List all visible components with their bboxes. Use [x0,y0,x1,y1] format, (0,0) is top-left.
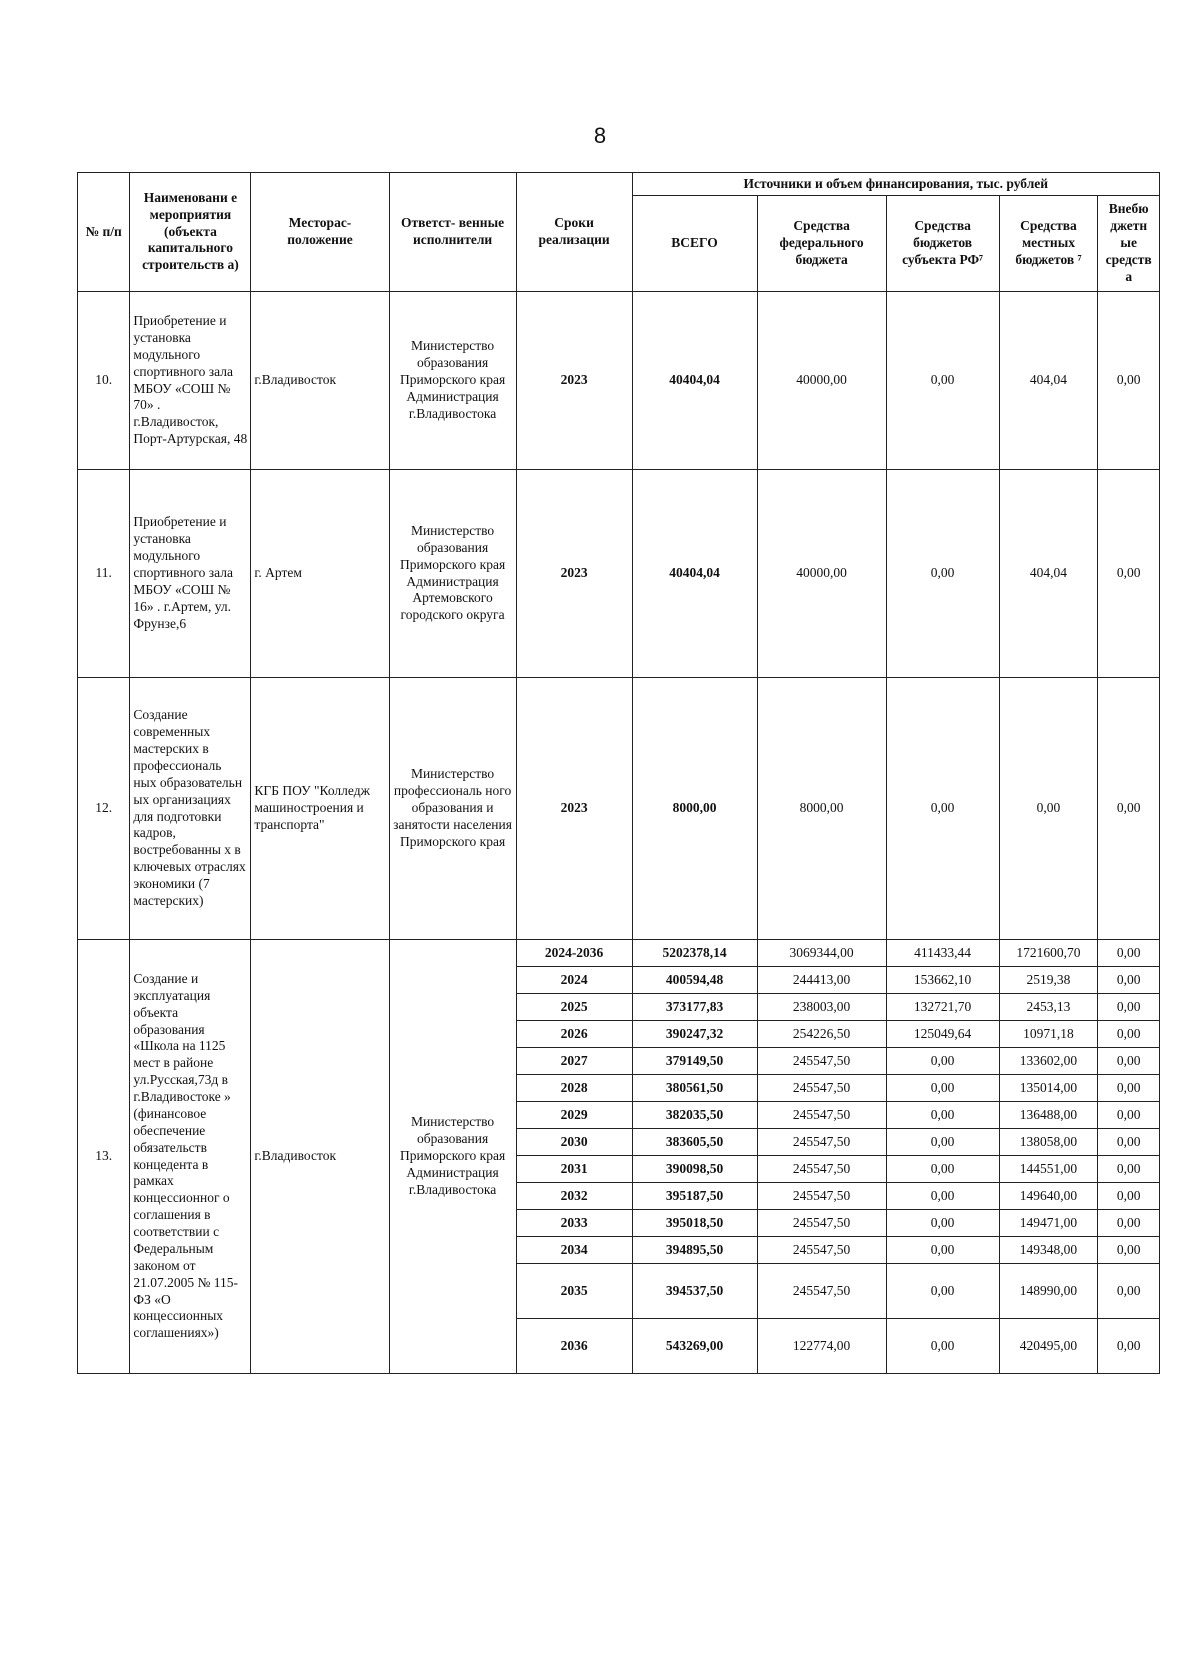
row-executors: Министерство образования Приморского края Администрация Артемовского городского округа [389,470,516,678]
year-total: 400594,48 [632,967,757,994]
year-regional: 0,00 [886,1075,999,1102]
year-total: 394537,50 [632,1264,757,1319]
header-name: Наименовани е мероприятия (объекта капитального строительств а) [130,173,251,292]
row-num: 10. [78,292,130,470]
year-total: 390098,50 [632,1156,757,1183]
year-regional: 411433,44 [886,940,999,967]
year-regional: 0,00 [886,1156,999,1183]
row-regional: 0,00 [886,470,999,678]
year-label: 2025 [516,994,632,1021]
row-executors: Министерство образования Приморского края Администрация г.Владивостока [389,940,516,1374]
year-total: 395187,50 [632,1183,757,1210]
year-regional: 0,00 [886,1237,999,1264]
header-row-1 [78,173,1160,196]
row-location: г. Артем [251,470,389,678]
year-federal: 3069344,00 [757,940,886,967]
row-total: 8000,00 [632,678,757,940]
year-federal: 245547,50 [757,1075,886,1102]
year-local: 149640,00 [999,1183,1098,1210]
row-location: г.Владивосток [251,940,389,1374]
row-year: 2023 [516,292,632,470]
year-total: 379149,50 [632,1048,757,1075]
row-extra: 0,00 [1098,292,1160,470]
year-label: 2031 [516,1156,632,1183]
year-federal: 245547,50 [757,1183,886,1210]
year-extra: 0,00 [1098,967,1160,994]
year-total: 395018,50 [632,1210,757,1237]
year-federal: 122774,00 [757,1319,886,1374]
year-label: 2024-2036 [516,940,632,967]
year-label: 2035 [516,1264,632,1319]
row-executors: Министерство образования Приморского края Администрация г.Владивостока [389,292,516,470]
row-extra: 0,00 [1098,470,1160,678]
year-label: 2032 [516,1183,632,1210]
page-number: 8 [593,123,607,148]
year-label: 2027 [516,1048,632,1075]
year-regional: 0,00 [886,1183,999,1210]
year-local: 144551,00 [999,1156,1098,1183]
year-label: 2030 [516,1129,632,1156]
row-federal: 8000,00 [757,678,886,940]
year-total: 373177,83 [632,994,757,1021]
header-num: № п/п [78,173,130,292]
year-extra: 0,00 [1098,1156,1160,1183]
year-local: 135014,00 [999,1075,1098,1102]
year-local: 420495,00 [999,1319,1098,1374]
year-local: 10971,18 [999,1021,1098,1048]
table-row [78,292,1160,470]
year-federal: 245547,50 [757,1264,886,1319]
header-sources-group: Источники и объем финансирования, тыс. рублей [632,173,1159,196]
row-name: Приобретение и установка модульного спортивного зала МБОУ «СОШ № 70» . г.Владивосток, Порт-Артурская, 48 [130,292,251,470]
year-regional: 153662,10 [886,967,999,994]
year-extra: 0,00 [1098,1183,1160,1210]
row-executors: Министерство профессиональ ного образования и занятости населения Приморского края [389,678,516,940]
header-total: ВСЕГО [632,196,757,292]
year-label: 2024 [516,967,632,994]
row-local: 0,00 [999,678,1098,940]
header-local: Средства местных бюджетов ⁷ [999,196,1098,292]
year-extra: 0,00 [1098,1021,1160,1048]
year-label: 2034 [516,1237,632,1264]
row-total: 40404,04 [632,292,757,470]
year-extra: 0,00 [1098,1237,1160,1264]
year-label: 2036 [516,1319,632,1374]
row-location: г.Владивосток [251,292,389,470]
year-federal: 245547,50 [757,1129,886,1156]
year-federal: 238003,00 [757,994,886,1021]
row-location: КГБ ПОУ "Колледж машиностроения и транспорта" [251,678,389,940]
year-regional: 0,00 [886,1210,999,1237]
table-row-13 [78,940,1160,967]
year-local: 136488,00 [999,1102,1098,1129]
header-federal: Средства федерального бюджета [757,196,886,292]
year-extra: 0,00 [1098,1129,1160,1156]
table-row [78,470,1160,678]
year-total: 394895,50 [632,1237,757,1264]
year-extra: 0,00 [1098,1075,1160,1102]
row-num: 12. [78,678,130,940]
year-federal: 245547,50 [757,1102,886,1129]
row-num: 13. [78,940,130,1374]
year-extra: 0,00 [1098,1048,1160,1075]
year-regional: 0,00 [886,1048,999,1075]
row-regional: 0,00 [886,292,999,470]
financing-table [77,172,1160,1374]
row-federal: 40000,00 [757,292,886,470]
year-label: 2028 [516,1075,632,1102]
year-federal: 245547,50 [757,1048,886,1075]
row-name: Приобретение и установка модульного спортивного зала МБОУ «СОШ № 16» . г.Артем, ул. Фрунзе,6 [130,470,251,678]
year-federal: 244413,00 [757,967,886,994]
year-total: 382035,50 [632,1102,757,1129]
header-extra: Внебю джетн ые средств а [1098,196,1160,292]
year-label: 2029 [516,1102,632,1129]
year-local: 138058,00 [999,1129,1098,1156]
row-extra: 0,00 [1098,678,1160,940]
year-label: 2033 [516,1210,632,1237]
year-label: 2026 [516,1021,632,1048]
row-regional: 0,00 [886,678,999,940]
row-federal: 40000,00 [757,470,886,678]
header-terms: Сроки реализации [516,173,632,292]
year-regional: 0,00 [886,1264,999,1319]
year-local: 148990,00 [999,1264,1098,1319]
header-executors: Ответст- венные исполнители [389,173,516,292]
row-local: 404,04 [999,470,1098,678]
year-regional: 0,00 [886,1319,999,1374]
year-local: 2453,13 [999,994,1098,1021]
year-total: 390247,32 [632,1021,757,1048]
year-local: 2519,38 [999,967,1098,994]
year-federal: 245547,50 [757,1156,886,1183]
year-local: 133602,00 [999,1048,1098,1075]
year-total: 5202378,14 [632,940,757,967]
year-federal: 254226,50 [757,1021,886,1048]
year-extra: 0,00 [1098,1210,1160,1237]
year-extra: 0,00 [1098,940,1160,967]
year-extra: 0,00 [1098,1102,1160,1129]
year-extra: 0,00 [1098,1264,1160,1319]
year-regional: 125049,64 [886,1021,999,1048]
row-year: 2023 [516,678,632,940]
header-regional: Средства бюджетов субъекта РФ⁷ [886,196,999,292]
row-local: 404,04 [999,292,1098,470]
year-regional: 0,00 [886,1102,999,1129]
year-total: 383605,50 [632,1129,757,1156]
year-regional: 0,00 [886,1129,999,1156]
year-regional: 132721,70 [886,994,999,1021]
year-total: 543269,00 [632,1319,757,1374]
year-extra: 0,00 [1098,1319,1160,1374]
year-local: 1721600,70 [999,940,1098,967]
year-local: 149348,00 [999,1237,1098,1264]
year-federal: 245547,50 [757,1237,886,1264]
row-name: Создание современных мастерских в профессиональ ных образовательн ых организациях для подготовки кадров, востребованны х в ключевых отраслях экономики (7 мастерских) [130,678,251,940]
row-year: 2023 [516,470,632,678]
row-num: 11. [78,470,130,678]
year-federal: 245547,50 [757,1210,886,1237]
year-extra: 0,00 [1098,994,1160,1021]
year-local: 149471,00 [999,1210,1098,1237]
header-location: Месторас- положение [251,173,389,292]
row-name: Создание и эксплуатация объекта образования «Школа на 1125 мест в районе ул.Русская,73д в г.Владивостоке » (финансовое обеспечение обязательств концедента в рамках концессионног о соглашения в соответствии с Федеральным законом от 21.07.2005 № 115-ФЗ «О концессионных соглашениях») [130,940,251,1374]
year-total: 380561,50 [632,1075,757,1102]
row-total: 40404,04 [632,470,757,678]
table-row [78,678,1160,940]
